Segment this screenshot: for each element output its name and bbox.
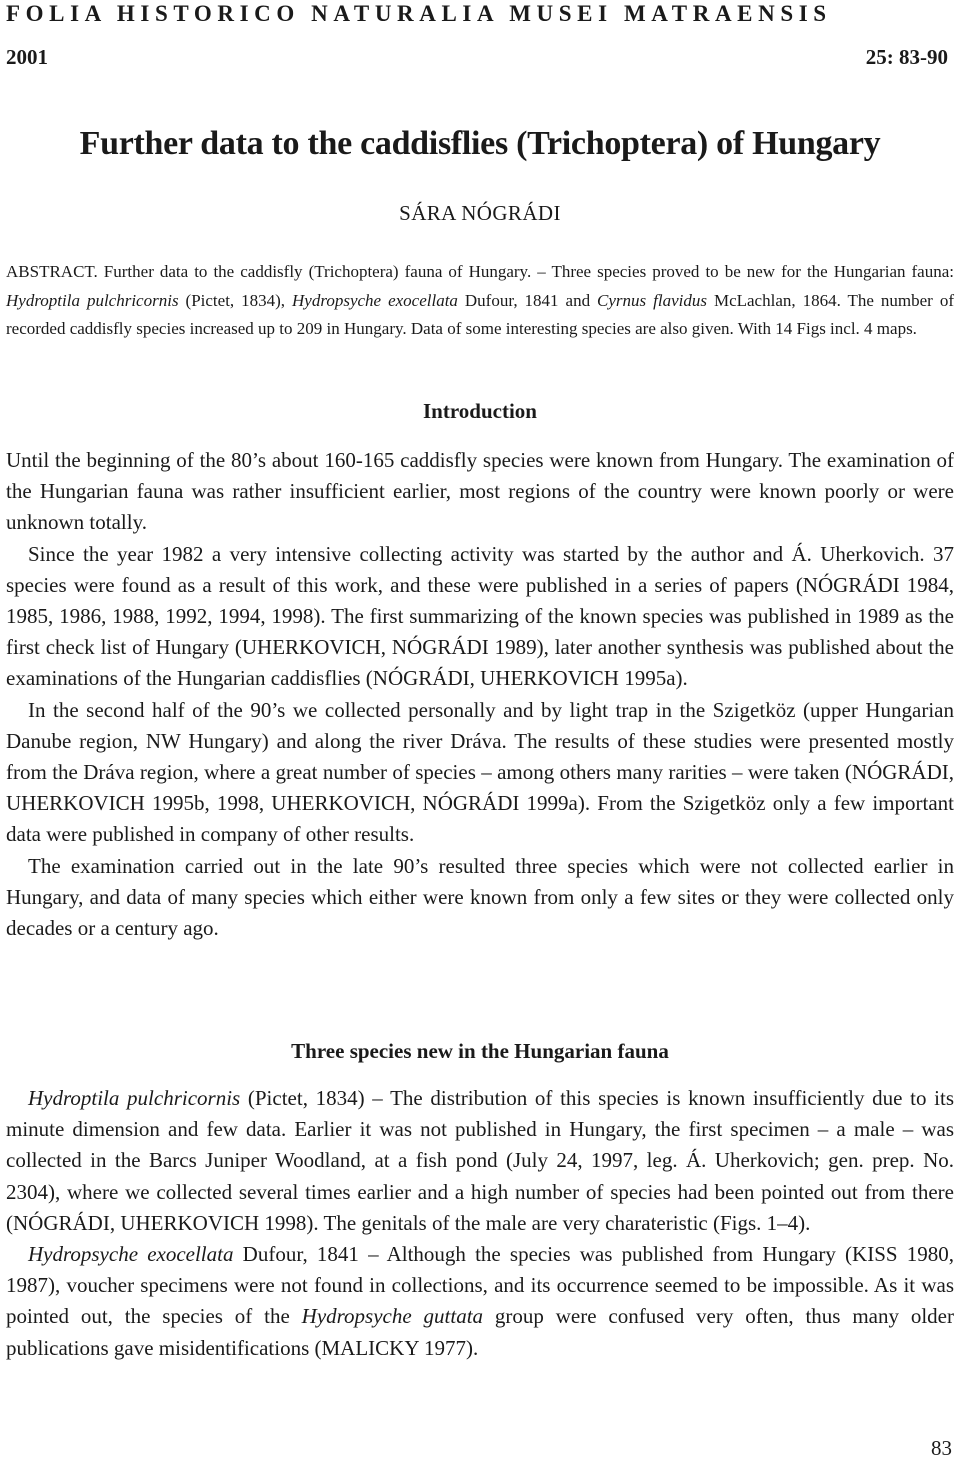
publication-year: 2001 — [6, 45, 48, 69]
introduction-body — [6, 445, 954, 944]
abstract-text-1: ABSTRACT. Further data to the caddisfly (Trichoptera) fauna of Hungary. – Three species proved to be new for the Hungarian fauna: — [6, 262, 954, 281]
species-paragraph-2 — [6, 1239, 954, 1364]
species-text-1: (Pictet, 1834) – The distribution of this species is known insufficiently due to its minute dimension and few data. Earlier it was not published in Hungary, the first specimen – a male – was collected in the Barcs Juniper Woodland, at a fish pond (July 24, 1997, leg. Á. Uherkovich; gen. prep. No. 2304), where we collected several times earlier and a high number of species had been pointed out from there (NÓGRÁDI, UHERKOVICH 1998). The genitals of the male are very charateristic (Figs. 1–4). — [6, 1086, 955, 1235]
abstract — [6, 258, 954, 344]
abstract-species-2: Hydropsyche exocellata — [292, 290, 458, 310]
abstract-species-3: Cyrnus flavidus — [597, 290, 707, 310]
abstract-species-1: Hydroptila pulchricornis — [6, 290, 179, 310]
journal-name: FOLIA HISTORICO NATURALIA MUSEI MATRAENSIS — [6, 1, 832, 26]
page-number: 83 — [931, 1436, 952, 1460]
species-group-name: Hydropsyche guttata — [301, 1304, 484, 1329]
introduction-heading: Introduction — [423, 399, 537, 423]
intro-paragraph-3: In the second half of the 90’s we collected personally and by light trap in the Szigetköz (upper Hungarian Danube region, NW Hungary) and along the river Dráva. The results of these studies were presented mostly from the Dráva region, where a great number of species – among others many rarities – were taken (NÓGRÁDI, UHERKOVICH 1995b, 1998, UHERKOVICH, NÓGRÁDI 1999a). From the Szigetköz only a few important data were published in company of other results. — [6, 697, 954, 847]
journal-meta — [6, 44, 948, 70]
intro-paragraph-2: Since the year 1982 a very intensive collecting activity was started by the author and Á. Uherkovich. 37 species were found as a result of this work, and these were published in a series of papers (NÓGRÁDI 1984, 1985, 1986, 1988, 1992, 1994, 1998). The first summarizing of the known species was published in 1989 as the first check list of Hungary (UHERKOVICH, NÓGRÁDI 1989), later another synthesis was published about the examinations of the Hungarian caddisflies (NÓGRÁDI, UHERKOVICH 1995a). — [6, 541, 954, 691]
article-author: SÁRA NÓGRÁDI — [399, 201, 561, 225]
new-species-body — [6, 1083, 954, 1364]
abstract-text-4: McLachlan, 1864. The number of recorded caddisfly species increased up to 209 in Hungary. Data of some interesting species are also given. With 14 Figs incl. 4 maps. — [6, 290, 954, 338]
species-text-2a: Dufour, 1841 – Although the species was published from Hungary (KISS 1980, 1987), voucher specimens were not found in collections, and its occurrence seemed to be impossible. As it was pointed out, the species of the — [6, 1242, 954, 1329]
new-species-heading: Three species new in the Hungarian fauna — [291, 1039, 669, 1063]
species-text-2b: group were confused very often, thus many older publications gave misidentifications (MALICKY 1977). — [6, 1304, 954, 1360]
abstract-text-2: (Pictet, 1834), — [178, 290, 293, 310]
abstract-text-3: Dufour, 1841 and — [457, 290, 598, 310]
intro-paragraph-1: Until the beginning of the 80’s about 160-165 caddisfly species were known from Hungary. The examination of the Hungarian fauna was rather insufficient earlier, most regions of the country were known poorly or were unknown totally. — [6, 448, 954, 535]
species-name-hydropsyche: Hydropsyche exocellata — [28, 1242, 234, 1267]
article-title: Further data to the caddisflies (Trichoptera) of Hungary — [79, 125, 881, 162]
species-paragraph-1 — [6, 1083, 954, 1239]
species-name-hydroptila: Hydroptila pulchricornis — [28, 1086, 241, 1110]
volume-pages: 25: 83-90 — [865, 45, 948, 69]
intro-paragraph-4: The examination carried out in the late 90’s resulted three species which were not collected earlier in Hungary, and data of many species which either were known from only a few sites or they were collected only decades or a century ago. — [6, 853, 954, 941]
